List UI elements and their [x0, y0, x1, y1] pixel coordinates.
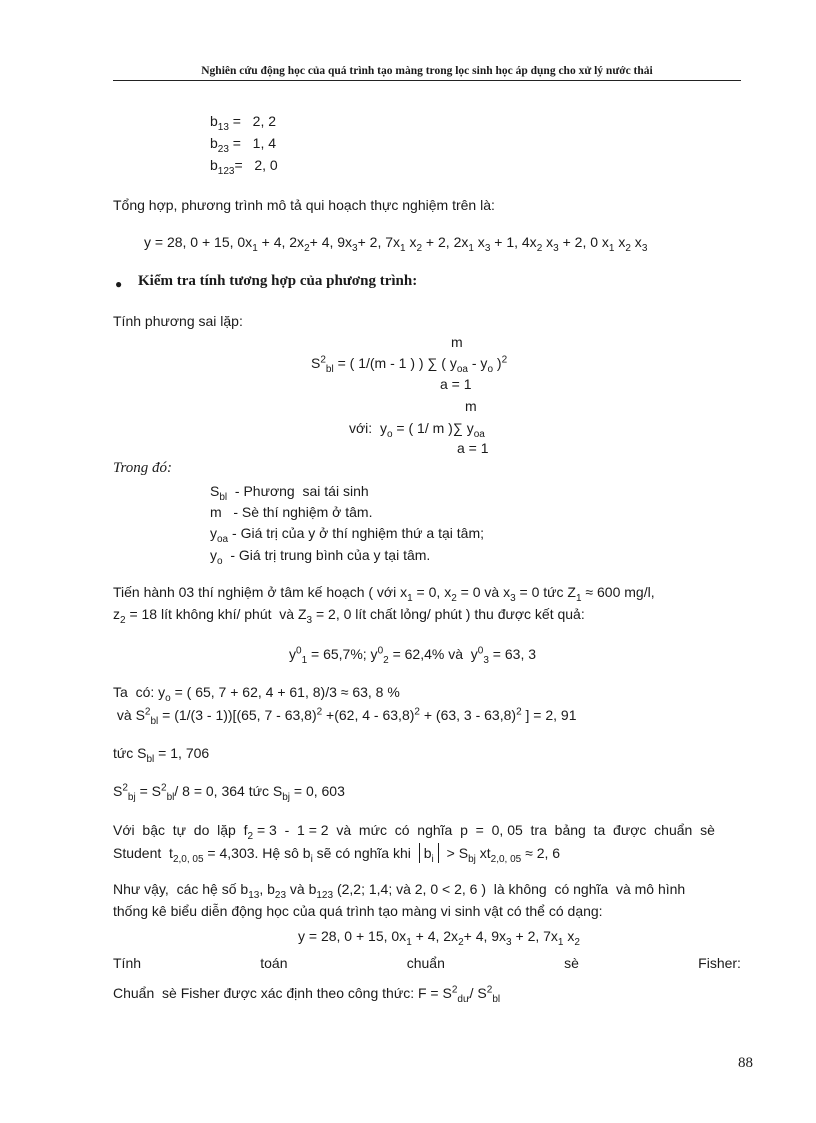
abs-bar-right	[438, 843, 439, 863]
fisher-word: chuẩn	[406, 955, 445, 971]
mean-formula: với: $y_o$ = ( 1/ m )∑ $y_{oa}$	[349, 420, 485, 440]
conclusion-line-2: thống kê biểu diễn động học của quá trình tạo màng vi sinh vật có thể có dạng:	[113, 903, 603, 919]
sum-lower-a2: a = 1	[457, 440, 489, 456]
conclusion-line-1: Như vậy, các hệ số $b_{13}$, $b_{23}$ và $b_{123}$ (2,2; 1,4; và 2, 0 < 2, 6 ) là không có nghĩa và mô hình	[113, 881, 686, 901]
section-heading: Kiểm tra tính tương hợp của phương trình:	[138, 273, 418, 289]
page-number: 88	[738, 1055, 753, 1071]
center-results: $y^0_1 = 65,7\%$; $y^0_2 = 62,4\%$ và $y^0_3 = 63$, 3	[289, 645, 537, 666]
fisher-word: Tính	[113, 955, 142, 971]
coef-b123: $b_{123}= 2$, 0	[210, 157, 278, 177]
fisher-word: Fisher:	[698, 955, 741, 971]
sum-upper-m: m	[451, 334, 463, 350]
variance-formula: $S^2_{bl}$ = ( 1/(m - 1 ) ) ∑ ( $y_{oa} - y_o$ )$^2$	[311, 354, 508, 375]
experiment-line-2: $z_2 = 18$ lít không khí/ phút và $Z_3 = 2$, 0 lít chất lỏng/ phút ) thu được kết quả:	[113, 606, 585, 626]
running-header: Nghiên cứu động học của quá trình tạo màng trong lọc sinh học áp dụng cho xử lý nước thải	[201, 65, 653, 77]
fisher-word: toán	[260, 955, 288, 971]
where-item: $S_{bl}$ - Phương sai tái sinh	[210, 483, 369, 503]
regression-equation: y = 28, 0 + 15, $0x_1 + 4$, $2x_2+ 4$, $9x_3+ 2$, $7x_1$ $x_2 + 2$, $2x_1$ $x_3 + 1$, $4x_2$ $x_3 + 2$, 0 $x_1$ $x_2$ $x_3$	[144, 234, 648, 254]
where-label: Trong đó:	[113, 460, 173, 476]
header-rule	[113, 80, 741, 81]
sbj-result: $S^2_{bj} = S^2_{bl}/$ 8 = 0, 364 tức $S_{bj} = 0$, 603	[113, 782, 345, 803]
abs-bar-left	[419, 843, 420, 863]
student-line-1: Với bậc tự do lặp $f_2 = 3 - 1 = 2$ và mức có nghĩa p = 0, 05 tra bảng ta được chuẩn sè	[113, 822, 715, 842]
where-item: m - Sè thí nghiệm ở tâm.	[210, 504, 373, 520]
variance-calculation: và $S^2_{bl} = (1/(3 - 1))[(65$, 7 - 63,8)$^2$ +(62, 4 - 63,8)$^2$ + (63, 3 - 63,8)$^2$ ] = 2, 91	[113, 706, 577, 727]
student-line-2: Student $t_{2,0, 05} = 4,303$. Hệ sô $b_i$ sẽ có nghĩa khi $b_i > S_{bj}$ $xt_{2,0, 05} \approx 2$, 6	[113, 845, 561, 865]
bullet-icon: ●	[115, 277, 123, 291]
fisher-word: sè	[564, 955, 579, 971]
where-item: $y_{oa}$ - Giá trị của y ở thí nghiệm thứ a tại tâm;	[210, 525, 484, 545]
sum-lower-a: a = 1	[440, 376, 472, 392]
fisher-formula: Chuẩn sè Fisher được xác định theo công thức: $F = S^2_{dư}/$ $S^2_{bl}$	[113, 984, 501, 1005]
coef-b23: $b_{23} = 1$, 4	[210, 135, 277, 155]
summary-text: Tổng hợp, phương trình mô tả qui hoạch thực nghiệm trên là:	[113, 197, 495, 213]
sum-upper-m2: m	[465, 398, 477, 414]
reduced-equation: y = 28, 0 + 15, $0x_1 + 4$, $2x_2+ 4$, $9x_3 + 2$, $7x_1$ $x_2$	[298, 928, 580, 948]
variance-intro: Tính phương sai lặp:	[113, 313, 243, 329]
sbl-result: tức $S_{bl} = 1$, 706	[113, 745, 210, 765]
mean-calculation: Ta có: $y_o$ = ( 65, 7 + 62, 4 + 61, 8)/3 ≈ 63, 8 %	[113, 684, 400, 704]
coef-b13: $b_{13} = 2$, 2	[210, 113, 277, 133]
where-item: $y_o$ - Giá trị trung bình của y tại tâm.	[210, 547, 431, 567]
experiment-line-1: Tiến hành 03 thí nghiệm ở tâm kế hoạch ( với $x_1 = 0$, $x_2 = 0$ và $x_3 = 0$ tức $Z_1 \approx 600$ mg/l,	[113, 584, 655, 604]
fisher-heading	[113, 955, 741, 971]
